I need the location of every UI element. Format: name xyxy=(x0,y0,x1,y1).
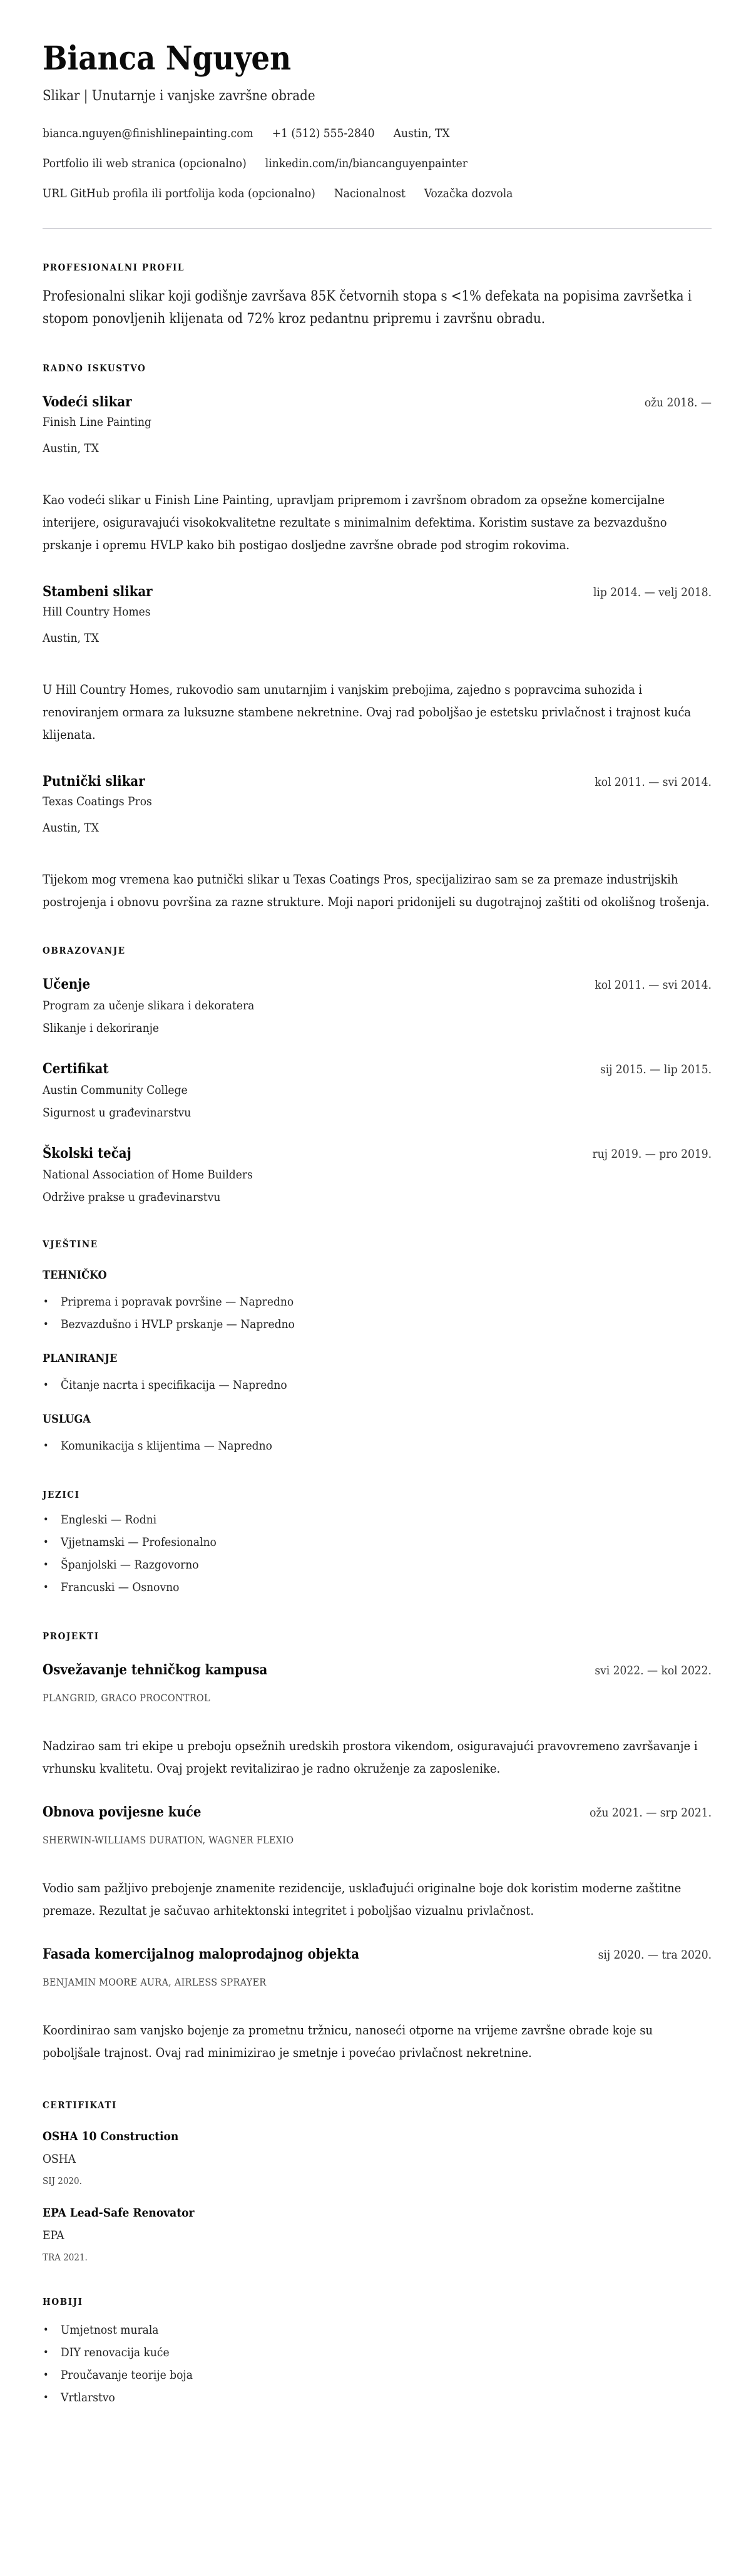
project-title: Fasada komercijalnog maloprodajnog objekta xyxy=(43,1946,360,1962)
language-item: • Engleski — Rodni xyxy=(43,1508,712,1531)
job-title: Putnički slikar xyxy=(43,773,145,790)
company-name: Finish Line Painting xyxy=(43,415,151,429)
hobby-item: • Proučavanje teorije boja xyxy=(43,2364,712,2386)
institution-name: Program za učenje slikara i dekoratera xyxy=(43,999,255,1012)
hobby-item: • DIY renovacija kuće xyxy=(43,2341,712,2364)
contact-row xyxy=(43,184,712,203)
job-description: Tijekom mog vremena kao putnički slikar u Texas Coatings Pros, specijalizirao sam se za premaze industrijskih postrojenja i obnovu površina za razne strukture. Moji napori pridonijeli su dugotrajnoj zaštiti od okolišnog trošenja. xyxy=(43,872,710,909)
section-heading: PROJEKTI xyxy=(43,1631,100,1642)
entry-date: ožu 2018. — xyxy=(644,396,712,410)
skill-item: • Priprema i popravak površine — Napredno xyxy=(43,1291,712,1313)
experience-section xyxy=(43,362,712,913)
skill-group-heading: TEHNIČKO xyxy=(43,1269,107,1282)
certificates-section xyxy=(43,2099,712,2264)
entry-date: sij 2020. — tra 2020. xyxy=(598,1948,712,1962)
phone-number[interactable]: +1 (512) 555-2840 xyxy=(272,126,375,140)
certificate-date: SIJ 2020. xyxy=(43,2175,82,2187)
skill-group-heading: PLANIRANJE xyxy=(43,1352,118,1365)
entry-header xyxy=(43,975,712,994)
job-location: Austin, TX xyxy=(43,631,99,645)
section-heading: PROFESIONALNI PROFIL xyxy=(43,262,185,273)
section-heading: RADNO ISKUSTVO xyxy=(43,363,146,374)
languages-section xyxy=(43,1488,712,1599)
degree-title: Školski tečaj xyxy=(43,1145,131,1162)
section-heading: VJEŠTINE xyxy=(43,1239,98,1250)
entry-header xyxy=(43,1144,712,1163)
entry-date: kol 2011. — svi 2014. xyxy=(595,978,712,992)
hobbies-section xyxy=(43,2295,712,2409)
entry-header xyxy=(43,582,712,602)
job-location: Austin, TX xyxy=(43,821,99,835)
skills-section xyxy=(43,1238,712,1457)
section-heading: OBRAZOVANJE xyxy=(43,945,126,956)
resume-header xyxy=(43,40,712,203)
section-heading: JEZICI xyxy=(43,1489,80,1500)
project-description: Koordinirao sam vanjsko bojenje za prometnu tržnicu, nanoseći otporne na vrijeme završne obrade koje su poboljšale trajnost. Ovaj rad minimizirao je smetnje i povećao privlačnost nekretnine. xyxy=(43,2022,653,2060)
entry-date: ožu 2021. — srp 2021. xyxy=(590,1806,712,1820)
contact-row xyxy=(43,154,712,173)
company-name: Texas Coatings Pros xyxy=(43,795,152,808)
project-title: Obnova povijesne kuće xyxy=(43,1804,202,1820)
job-description: Kao vodeći slikar u Finish Line Painting, upravljam pripremom i završnom obradom za opsežne komercijalne interijere, osiguravajući visokokvalitetne rezultate s minimalnim defektima. Koristim sustave za bezvazdušno prskanje i opremu HVLP kako bih postigao dosljedne završne obrade pod strogim rokovima. xyxy=(43,492,667,552)
profile-summary: Profesionalni slikar koji godišnje završava 85K četvornih stopa s <1% defekata na popisima završetka i stopom ponovljenih klijenata od 72% kroz pedantnu pripremu i završnu obradu. xyxy=(43,289,692,327)
certificate-title: OSHA 10 Construction xyxy=(43,2130,179,2143)
contact-row xyxy=(43,124,712,143)
entry-date: lip 2014. — velj 2018. xyxy=(593,585,712,599)
job-entry xyxy=(43,772,712,913)
candidate-name: Bianca Nguyen xyxy=(43,39,292,78)
language-item: • Vjjetnamski — Profesionalno xyxy=(43,1531,712,1553)
entry-header xyxy=(43,1803,712,1822)
job-title: Stambeni slikar xyxy=(43,584,153,600)
skill-item: • Bezvazdušno i HVLP prskanje — Napredno xyxy=(43,1313,712,1336)
entry-date: kol 2011. — svi 2014. xyxy=(595,775,712,789)
project-description: Vodio sam pažljivo prebojenje znamenite rezidencije, usklađujući originalne boje dok koristim moderne zaštitne premaze. Rezultat je sačuvao arhitektonski integritet i poboljšao vizualnu privlačnost. xyxy=(43,1880,682,1918)
languages-list xyxy=(43,1508,712,1599)
job-title: Vodeći slikar xyxy=(43,394,132,410)
github-link[interactable]: URL GitHub profila ili portfolija koda (opcionalno) xyxy=(43,187,315,200)
entry-header xyxy=(43,393,712,412)
degree-title: Certifikat xyxy=(43,1061,109,1077)
linkedin-link[interactable]: linkedin.com/in/biancanguyenpainter xyxy=(265,157,467,170)
project-title: Osvežavanje tehničkog kampusa xyxy=(43,1662,268,1678)
project-entry xyxy=(43,1661,712,1780)
certificate-issuer: OSHA xyxy=(43,2152,76,2166)
skill-item: • Komunikacija s klijentima — Napredno xyxy=(43,1435,712,1457)
project-description: Nadzirao sam tri ekipe u preboju opsežnih uredskih prostora vikendom, osiguravajući pravovremeno završavanje i vrhunsku kvalitetu. Ovaj projekt revitalizirao je radno okruženje za zaposlenike. xyxy=(43,1738,698,1776)
language-item: • Španjolski — Razgovorno xyxy=(43,1553,712,1576)
hobby-item: • Vrtlarstvo xyxy=(43,2386,712,2409)
entry-date: svi 2022. — kol 2022. xyxy=(595,1664,712,1677)
profile-section xyxy=(43,261,712,331)
education-entry xyxy=(43,1144,712,1207)
job-entry xyxy=(43,393,712,556)
education-section xyxy=(43,944,712,1207)
section-heading: HOBIJI xyxy=(43,2296,83,2307)
section-heading: CERTIFIKATI xyxy=(43,2099,117,2111)
education-entry xyxy=(43,975,712,1038)
entry-header xyxy=(43,1945,712,1964)
institution-name: Austin Community College xyxy=(43,1083,188,1097)
certificate-entry xyxy=(43,2205,712,2264)
skill-list xyxy=(43,1374,712,1396)
education-entry xyxy=(43,1059,712,1122)
portfolio-link[interactable]: Portfolio ili web stranica (opcionalno) xyxy=(43,157,247,170)
job-description: U Hill Country Homes, rukovodio sam unutarnjim i vanjskim prebojima, zajedno s popravcima suhozida i renoviranjem ormara za luksuzne stambene nekretnine. Ovaj rad poboljšao je estetsku privlačnost i trajnost kuća klijenata. xyxy=(43,682,692,742)
company-name: Hill Country Homes xyxy=(43,605,151,619)
drivers-license: Vozačka dozvola xyxy=(424,187,513,200)
entry-date: ruj 2019. — pro 2019. xyxy=(592,1147,712,1161)
certificate-title: EPA Lead-Safe Renovator xyxy=(43,2206,195,2220)
project-entry xyxy=(43,1803,712,1922)
projects-section xyxy=(43,1630,712,2064)
project-tools: PLANGRID, GRACO PROCONTROL xyxy=(43,1692,210,1704)
project-entry xyxy=(43,1945,712,2064)
skill-item: • Čitanje nacrta i specifikacija — Napredno xyxy=(43,1374,712,1396)
hobby-item: • Umjetnost murala xyxy=(43,2319,712,2341)
header-divider xyxy=(43,228,712,229)
project-tools: BENJAMIN MOORE AURA, AIRLESS SPRAYER xyxy=(43,1976,267,1988)
certificate-date: TRA 2021. xyxy=(43,2252,88,2263)
entry-header xyxy=(43,772,712,791)
skill-list xyxy=(43,1435,712,1457)
hobbies-list xyxy=(43,2319,712,2409)
field-of-study: Održive prakse u građevinarstvu xyxy=(43,1190,221,1204)
candidate-headline: Slikar | Unutarnje i vanjske završne obrade xyxy=(43,88,315,104)
language-item: • Francuski — Osnovno xyxy=(43,1576,712,1599)
location: Austin, TX xyxy=(393,126,450,140)
skill-group-heading: USLUGA xyxy=(43,1413,91,1426)
certificate-issuer: EPA xyxy=(43,2228,64,2242)
project-tools: SHERWIN-WILLIAMS DURATION, WAGNER FLEXIO xyxy=(43,1834,294,1846)
field-of-study: Sigurnost u građevinarstvu xyxy=(43,1106,192,1120)
email-link[interactable]: bianca.nguyen@finishlinepainting.com xyxy=(43,126,253,140)
nationality: Nacionalnost xyxy=(334,187,406,200)
job-entry xyxy=(43,582,712,746)
certificate-entry xyxy=(43,2128,712,2188)
skill-list xyxy=(43,1291,712,1336)
field-of-study: Slikanje i dekoriranje xyxy=(43,1021,160,1035)
entry-date: sij 2015. — lip 2015. xyxy=(600,1063,712,1076)
degree-title: Učenje xyxy=(43,976,91,992)
job-location: Austin, TX xyxy=(43,441,99,455)
entry-header xyxy=(43,1661,712,1680)
institution-name: National Association of Home Builders xyxy=(43,1168,253,1182)
entry-header xyxy=(43,1059,712,1079)
